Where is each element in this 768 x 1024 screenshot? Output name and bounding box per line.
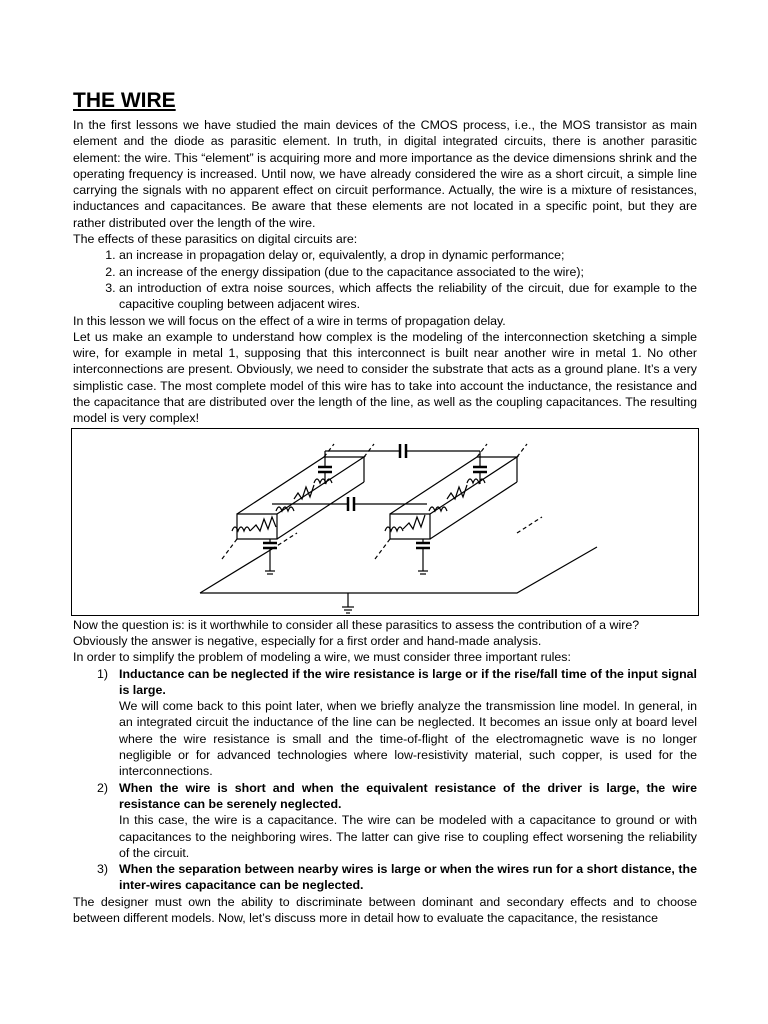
closing-paragraph: The designer must own the ability to discriminate between dominant and secondary effects and to choose between different models. Now, let’s discuss more in detail how to evaluate the capacitance, the resistance — [73, 894, 697, 925]
focus-paragraph: In this lesson we will focus on the effect of a wire in terms of propagation delay. — [73, 313, 506, 328]
list-item: 1. an increase in propagation delay or, equivalently, a drop in dynamic performance; — [119, 247, 697, 263]
rule-number: 2) — [97, 780, 109, 795]
rule-number: 3) — [97, 862, 109, 877]
wire-model-figure — [71, 428, 699, 616]
rule-text: We will come back to this point later, when we briefly analyze the transmission line model. In general, in an integrated circuit the inductance of the line can be neglected. It becomes an issue only at board level where the wire resistance is small and the time-of-flight of the electromagnetic wave is no longer negligible or for advanced technologies where low-resistivity material, such copper, is used for the interconnections. — [119, 699, 697, 779]
question-paragraph: Now the question is: is it worthwhile to consider all these parasitics to assess the contribution of a wire? — [73, 617, 640, 632]
rule-text: In this case, the wire is a capacitance. The wire can be modeled with a capacitance to ground or with capacitances to the neighboring wires. The latter can give rise to coupling effect worsening the reliability of the circuit. — [119, 813, 697, 860]
rule-heading: When the wire is short and when the equivalent resistance of the driver is large, the wire resistance can be serenely neglected. — [119, 780, 697, 811]
rule-number: 1) — [97, 666, 109, 681]
rules-list — [73, 666, 697, 894]
list-item — [97, 861, 697, 894]
list-item — [97, 780, 697, 861]
answer-paragraph: Obviously the answer is negative, especially for a first order and hand-made analysis. — [73, 633, 542, 648]
document-page — [73, 88, 697, 926]
page-title: THE WIRE — [73, 89, 176, 112]
rule-heading: Inductance can be neglected if the wire resistance is large or if the rise/fall time of the input signal is large. — [119, 666, 697, 697]
example-paragraph: Let us make an example to understand how complex is the modeling of the interconnection sketching a simple wire, for example in metal 1, supposing that this interconnect is built near another wire in metal 1. No other interconnections are present. Obviously, we need to consider the substrate that acts as a ground plane. It’s a very simplistic case. The most complete model of this wire has to take into account the inductance, the resistance and the capacitance that are distributed over the length of the line, as well as the coupling capacitances. The resulting model is very complex! — [73, 329, 697, 426]
list-item: 3. an introduction of extra noise sources, which affects the reliability of the circuit, due for example to the capacitive coupling between adjacent wires. — [119, 280, 697, 313]
list-item: 2. an increase of the energy dissipation (due to the capacitance associated to the wire); — [119, 264, 697, 280]
effects-lead: The effects of these parasitics on digital circuits are: — [73, 232, 358, 247]
rules-lead: In order to simplify the problem of modeling a wire, we must consider three important rules: — [73, 650, 571, 665]
wire-model-diagram — [72, 429, 698, 615]
rule-heading: When the separation between nearby wires is large or when the wires run for a short distance, the inter-wires capacitance can be neglected. — [119, 862, 697, 893]
intro-paragraph: In the first lessons we have studied the main devices of the CMOS process, i.e., the MOS transistor as main element and the diode as parasitic element. In truth, in digital integrated circuits, there is another parasitic element: the wire. This “element” is acquiring more and more importance as the device dimensions shrink and the operating frequency is increased. Until now, we have already considered the wire as a short circuit, a simple line carrying the signals with no apparent effect on circuit performance. Actually, the wire is a mixture of resistances, inductances and capacitances. Be aware that these elements are not located in a specific point, but they are rather distributed over the length of the wire. — [73, 118, 697, 230]
effects-list — [73, 247, 697, 312]
list-item — [97, 666, 697, 780]
